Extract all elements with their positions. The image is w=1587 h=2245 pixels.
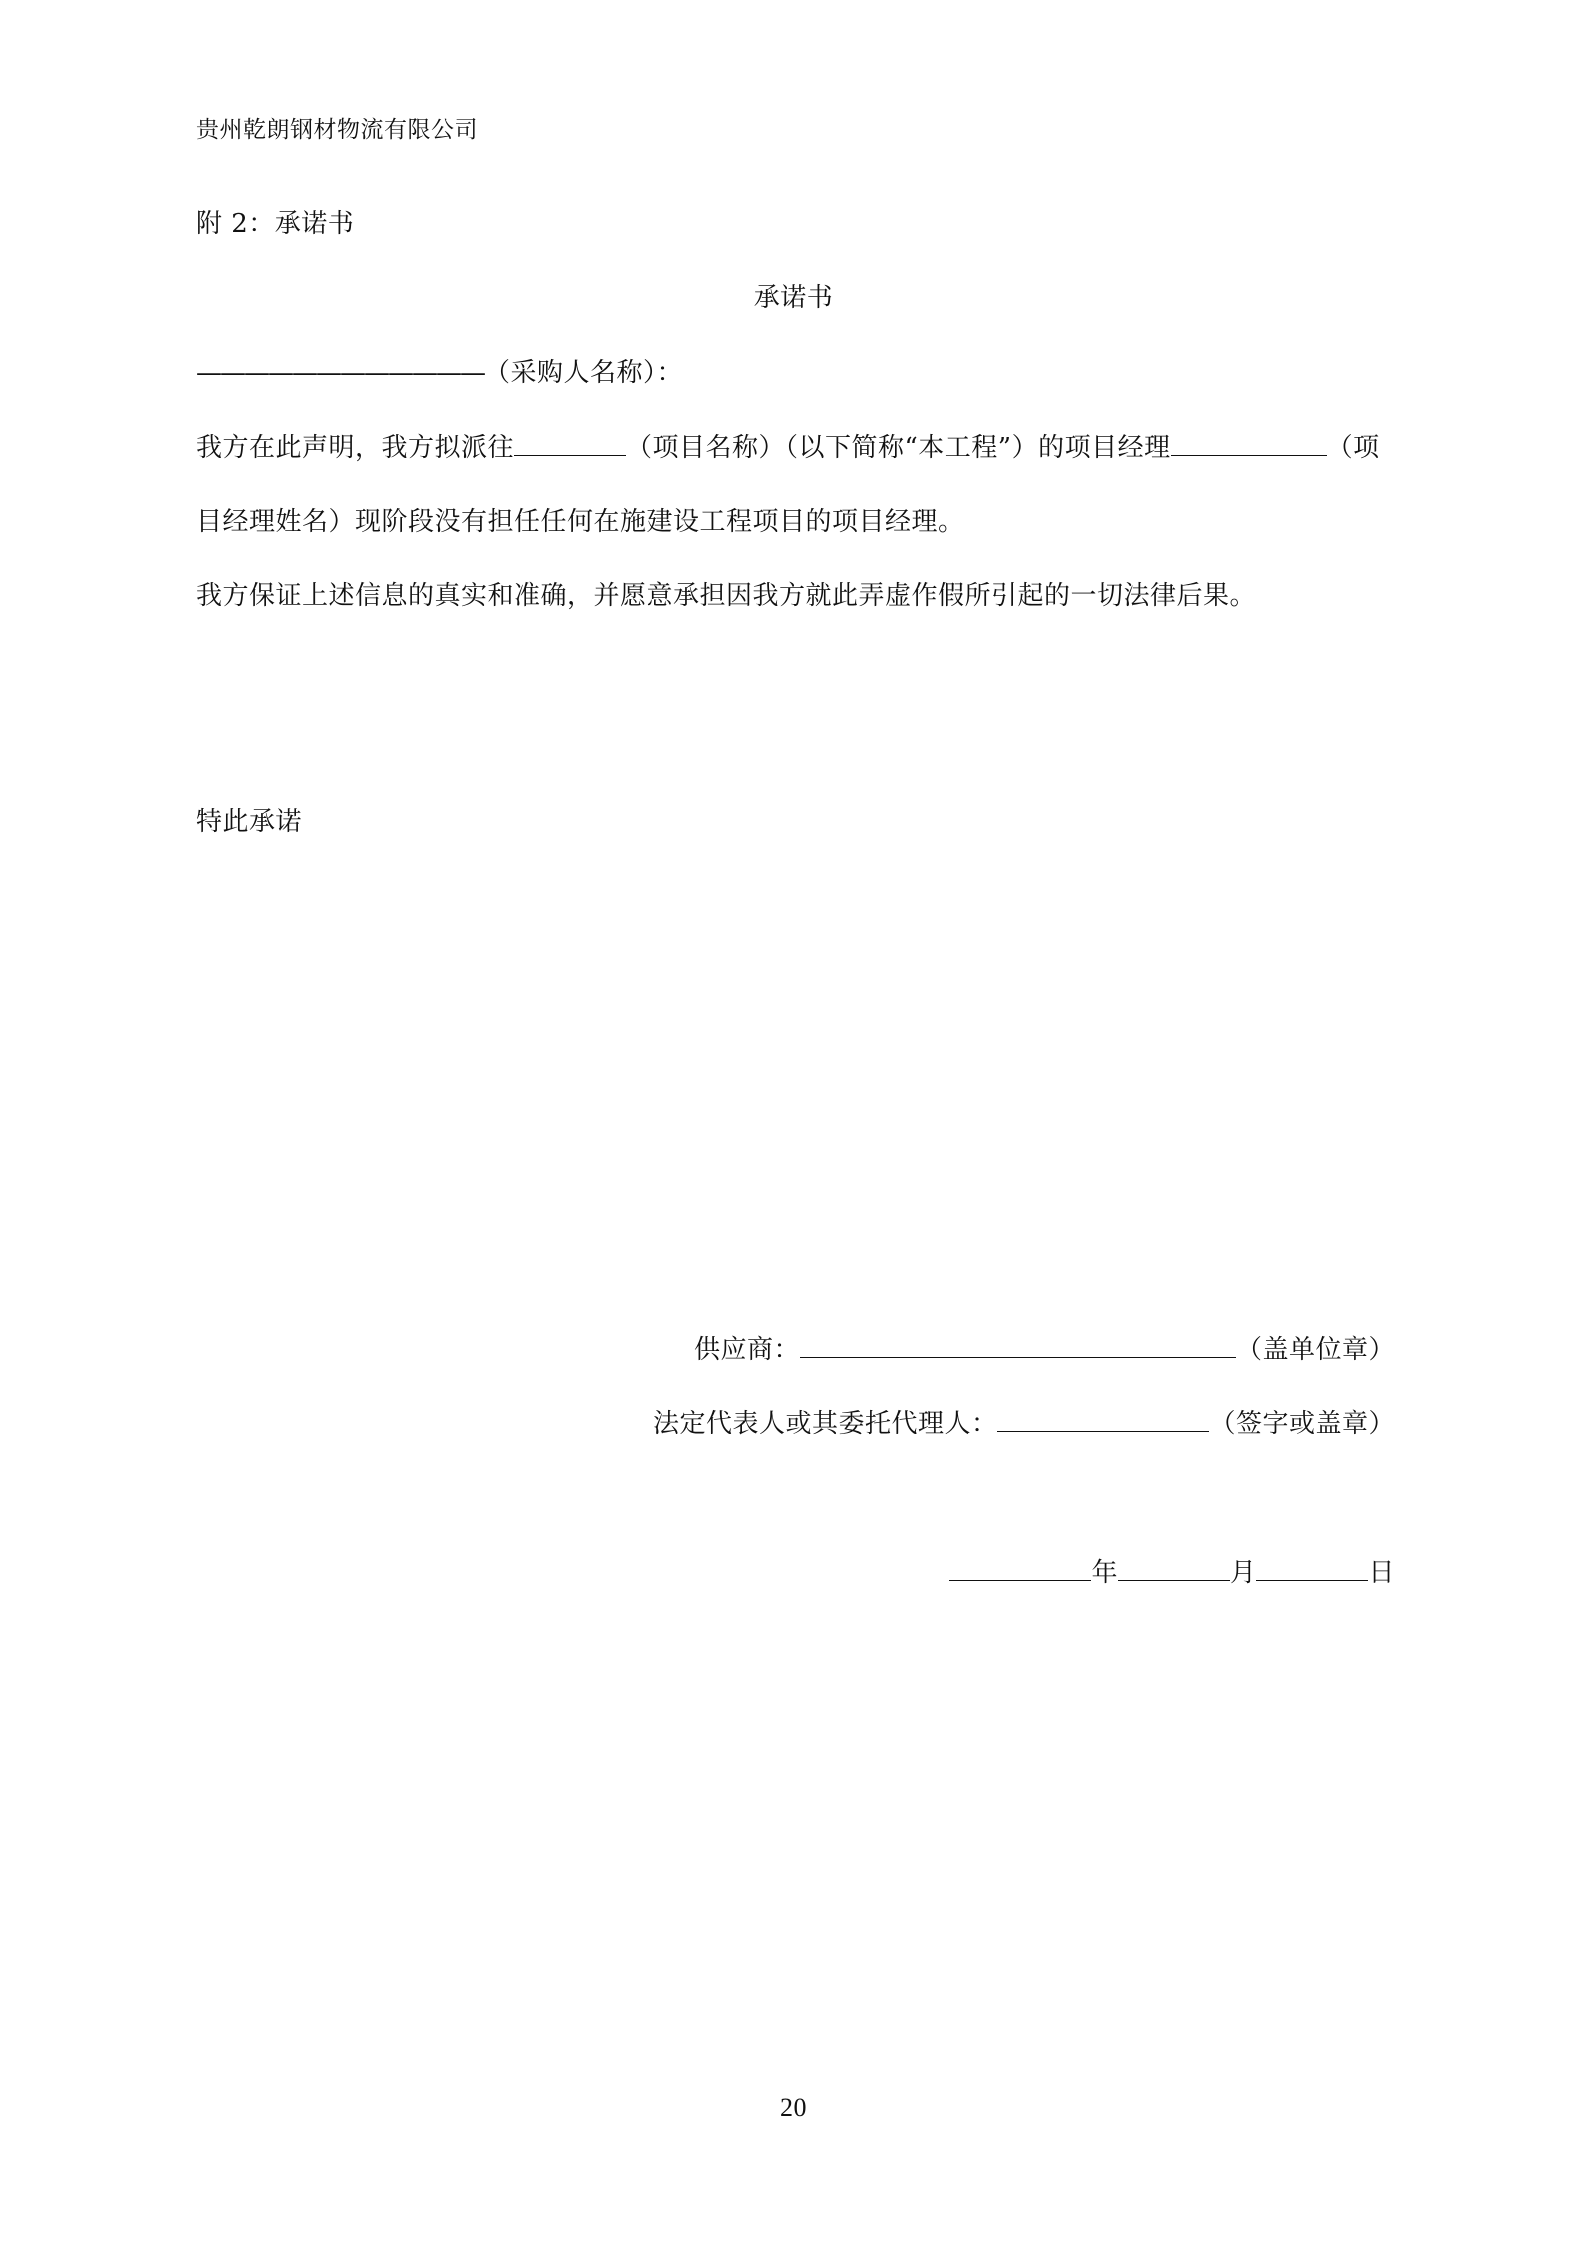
purchaser-name-blank[interactable]: ———————————— xyxy=(196,358,484,388)
project-manager-blank[interactable] xyxy=(1171,429,1327,456)
supplier-blank[interactable] xyxy=(800,1331,1236,1358)
day-label: 日 xyxy=(1368,1558,1395,1588)
addressee-line xyxy=(196,355,683,391)
declaration-line-1 xyxy=(196,429,1380,466)
legal-rep-suffix: （签字或盖章） xyxy=(1209,1409,1395,1439)
declaration-line-2: 目经理姓名）现阶段没有担任任何在施建设工程项目的项目经理。 xyxy=(196,507,965,537)
declaration-part-1: 我方在此声明，我方拟派往 xyxy=(196,433,515,463)
legal-rep-blank[interactable] xyxy=(997,1405,1209,1432)
declaration-part-2: （项目名称）（以下简称“本工程”）的项目经理 xyxy=(626,433,1171,463)
attachment-label: 附 2：承诺书 xyxy=(196,209,355,239)
supplier-signature-line xyxy=(694,1331,1395,1368)
month-blank[interactable] xyxy=(1118,1554,1230,1581)
month-label: 月 xyxy=(1229,1558,1257,1588)
page-number: 20 xyxy=(780,2093,807,2122)
document-title: 承诺书 xyxy=(753,283,834,313)
year-label: 年 xyxy=(1091,1558,1118,1588)
company-header: 贵州乾朗钢材物流有限公司 xyxy=(196,117,478,143)
addressee-label: （采购人名称）： xyxy=(484,358,684,388)
supplier-label: 供应商： xyxy=(693,1335,800,1365)
day-blank[interactable] xyxy=(1256,1554,1368,1581)
guarantee-statement: 我方保证上述信息的真实和准确，并愿意承担因我方就此弄虚作假所引起的一切法律后果。 xyxy=(196,581,1257,611)
project-name-blank[interactable] xyxy=(514,429,626,456)
legal-rep-signature-line xyxy=(653,1405,1395,1442)
date-line xyxy=(949,1554,1395,1591)
declaration-part-3: （项 xyxy=(1326,433,1380,463)
legal-rep-label: 法定代表人或其委托代理人： xyxy=(652,1409,998,1439)
hereby-promise: 特此承诺 xyxy=(196,807,303,837)
supplier-suffix: （盖单位章） xyxy=(1235,1335,1395,1365)
year-blank[interactable] xyxy=(949,1554,1091,1581)
